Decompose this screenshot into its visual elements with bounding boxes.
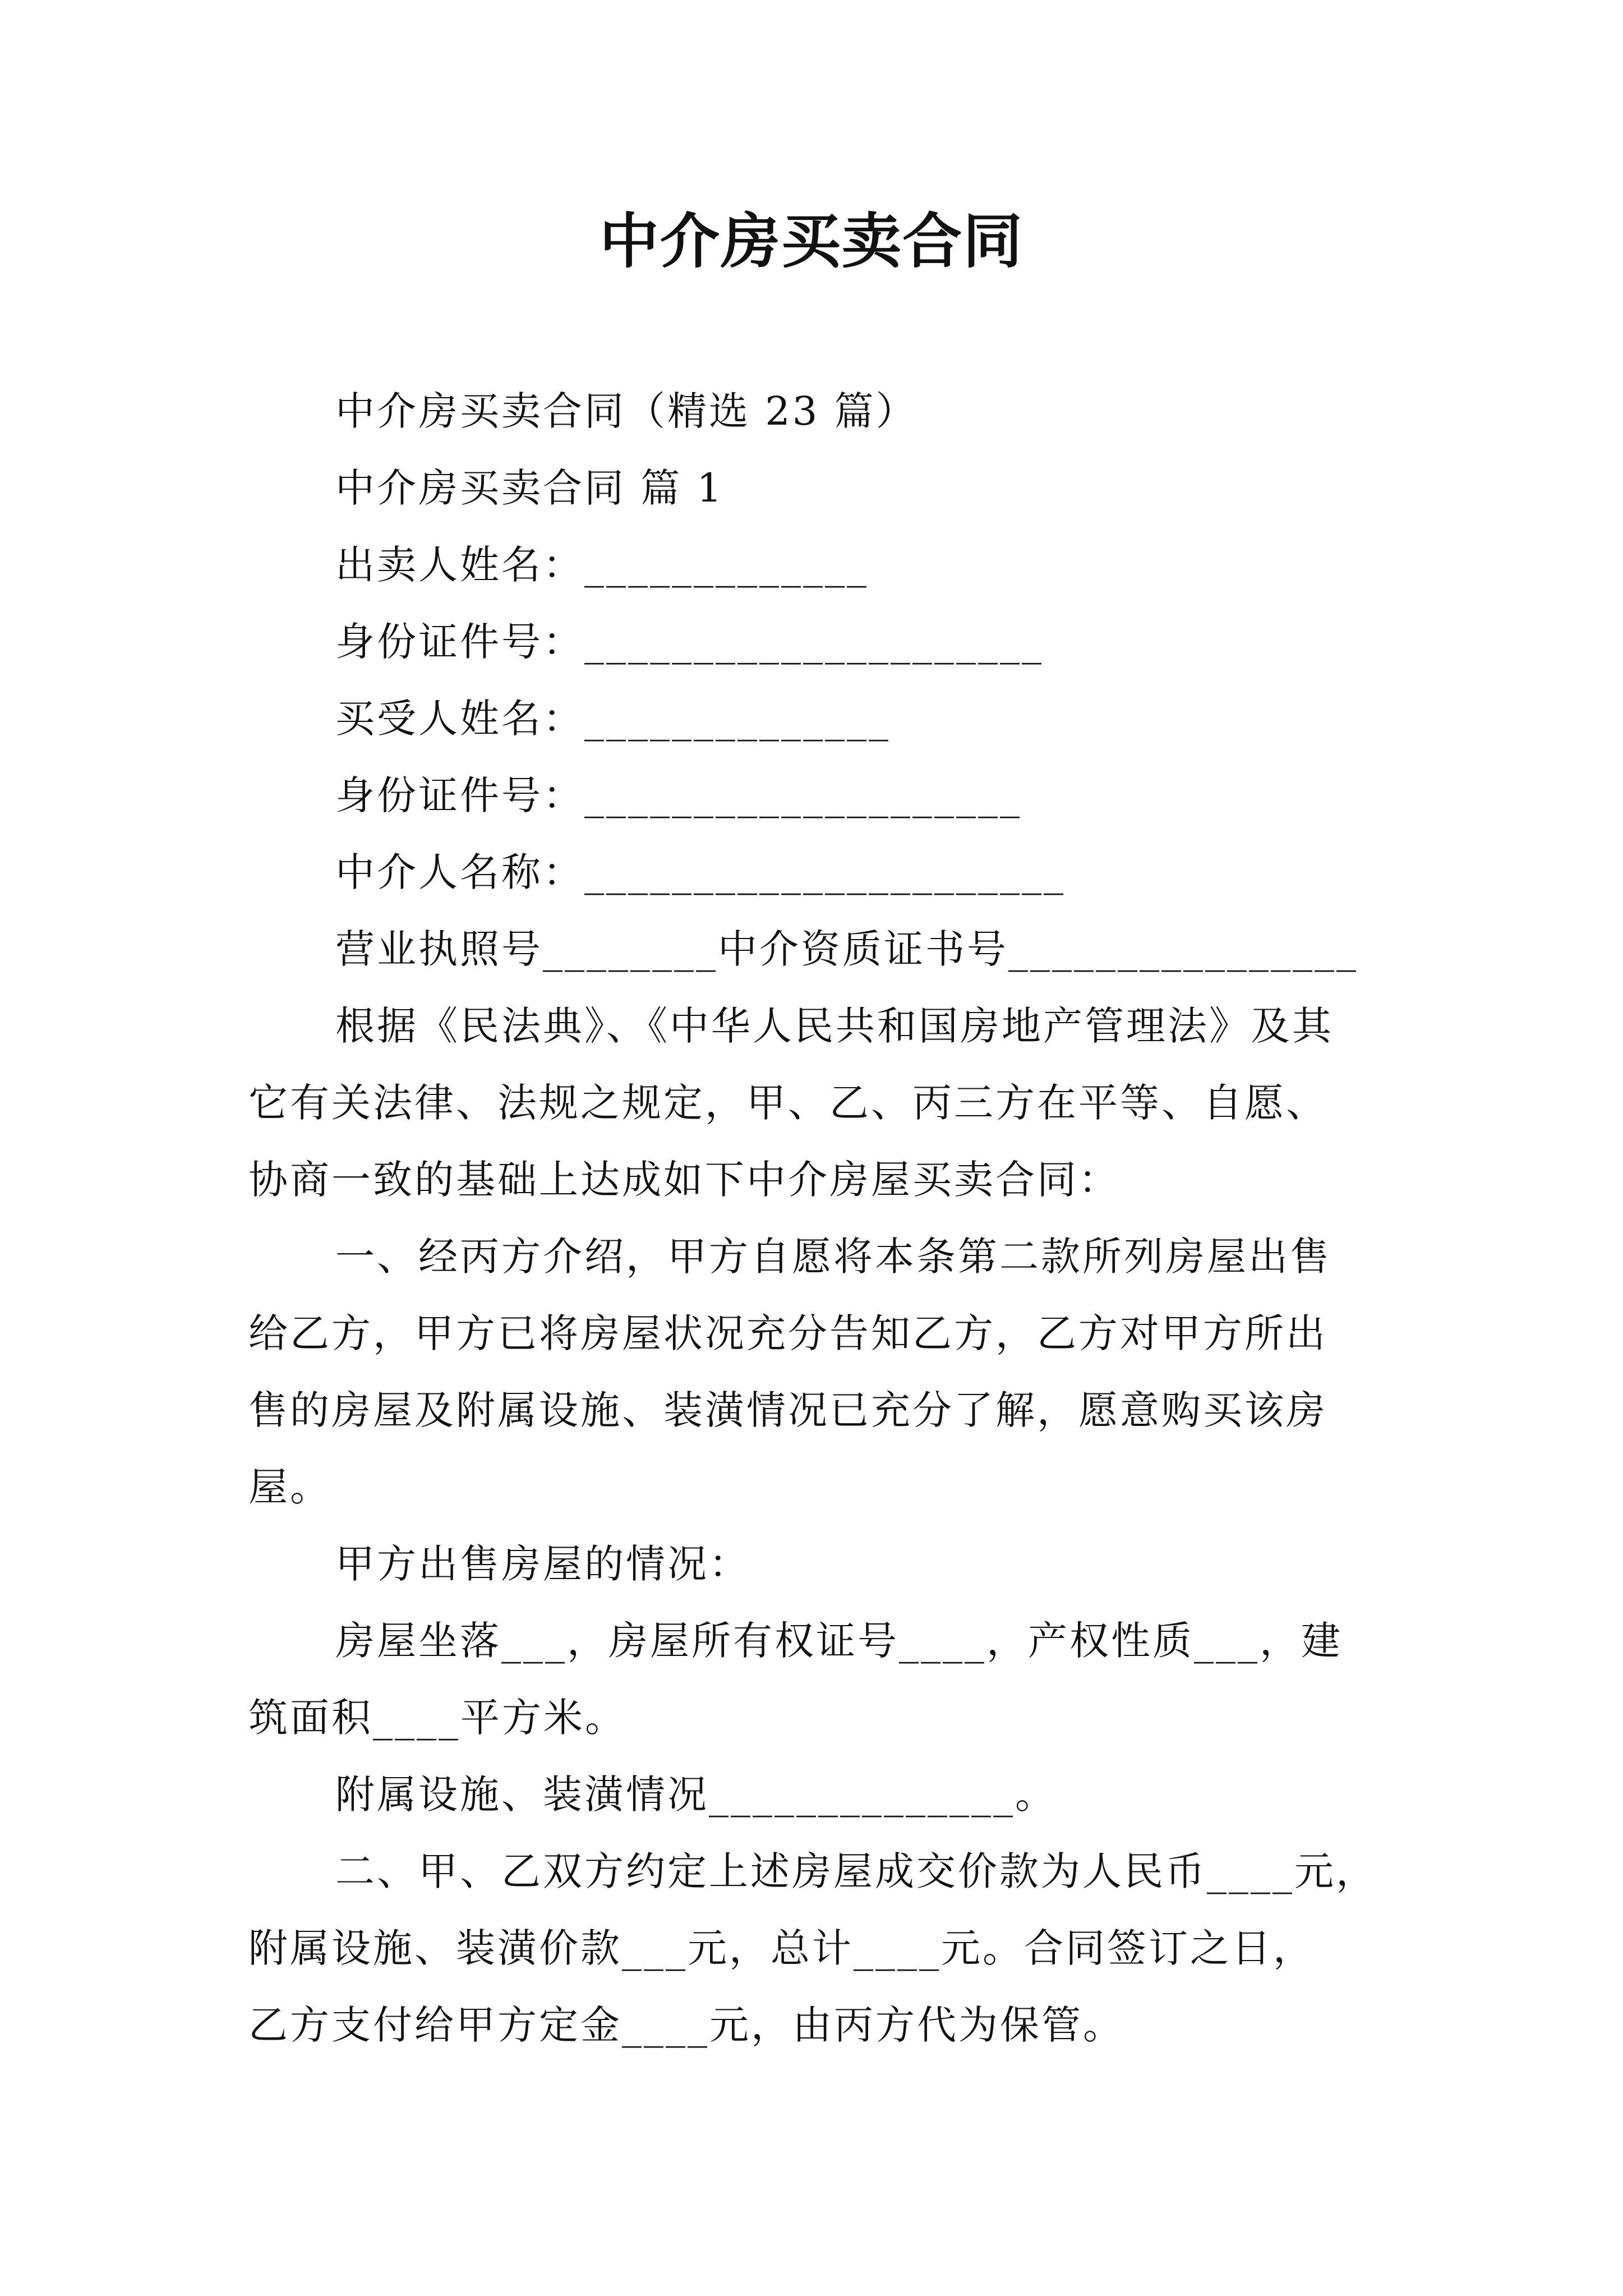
text-line: 二、甲、乙双方约定上述房屋成交价款为人民币____元，: [335, 1848, 1377, 1894]
document-title: 中介房买卖合同: [600, 206, 1023, 276]
text-line: 出卖人姓名：_____________: [335, 542, 869, 588]
text-line: 买受人姓名：______________: [335, 696, 891, 742]
text-line: 它有关法律、法规之规定，甲、乙、丙三方在平等、自愿、: [248, 1080, 1327, 1126]
text-line: 筑面积____平方米。: [248, 1695, 626, 1741]
text-line: 根据《民法典》、《中华人民共和国房地产管理法》及其: [335, 1003, 1334, 1049]
text-line: 附属设施、装潢价款___元，总计____元。合同签订之日，: [248, 1925, 1315, 1971]
text-line: 协商一致的基础上达成如下中介房屋买卖合同：: [248, 1157, 1120, 1203]
text-line: 给乙方，甲方已将房屋状况充分告知乙方，乙方对甲方所出: [248, 1310, 1327, 1356]
text-line: 附属设施、装潢情况______________。: [335, 1772, 1057, 1818]
text-line: 中介人名称：______________________: [335, 849, 1066, 895]
text-line: 甲方出售房屋的情况：: [335, 1541, 750, 1587]
text-line: 身份证件号：_____________________: [335, 619, 1044, 665]
document-body: [248, 373, 1409, 2064]
text-line: 中介房买卖合同 篇 1: [335, 465, 725, 511]
text-line: 房屋坐落___，房屋所有权证号____，产权性质___，建: [335, 1618, 1343, 1664]
text-line: 身份证件号：____________________: [335, 772, 1022, 818]
text-line: 营业执照号________中介资质证书号________________: [335, 926, 1358, 972]
text-line: 一、经丙方介绍，甲方自愿将本条第二款所列房屋出售: [335, 1234, 1331, 1280]
text-line: 屋。: [248, 1464, 331, 1510]
text-line: 中介房买卖合同（精选 23 篇）: [335, 388, 917, 434]
text-line: 乙方支付给甲方定金____元，由丙方代为保管。: [248, 2002, 1124, 2048]
text-line: 售的房屋及附属设施、装潢情况已充分了解，愿意购买该房: [248, 1387, 1327, 1433]
